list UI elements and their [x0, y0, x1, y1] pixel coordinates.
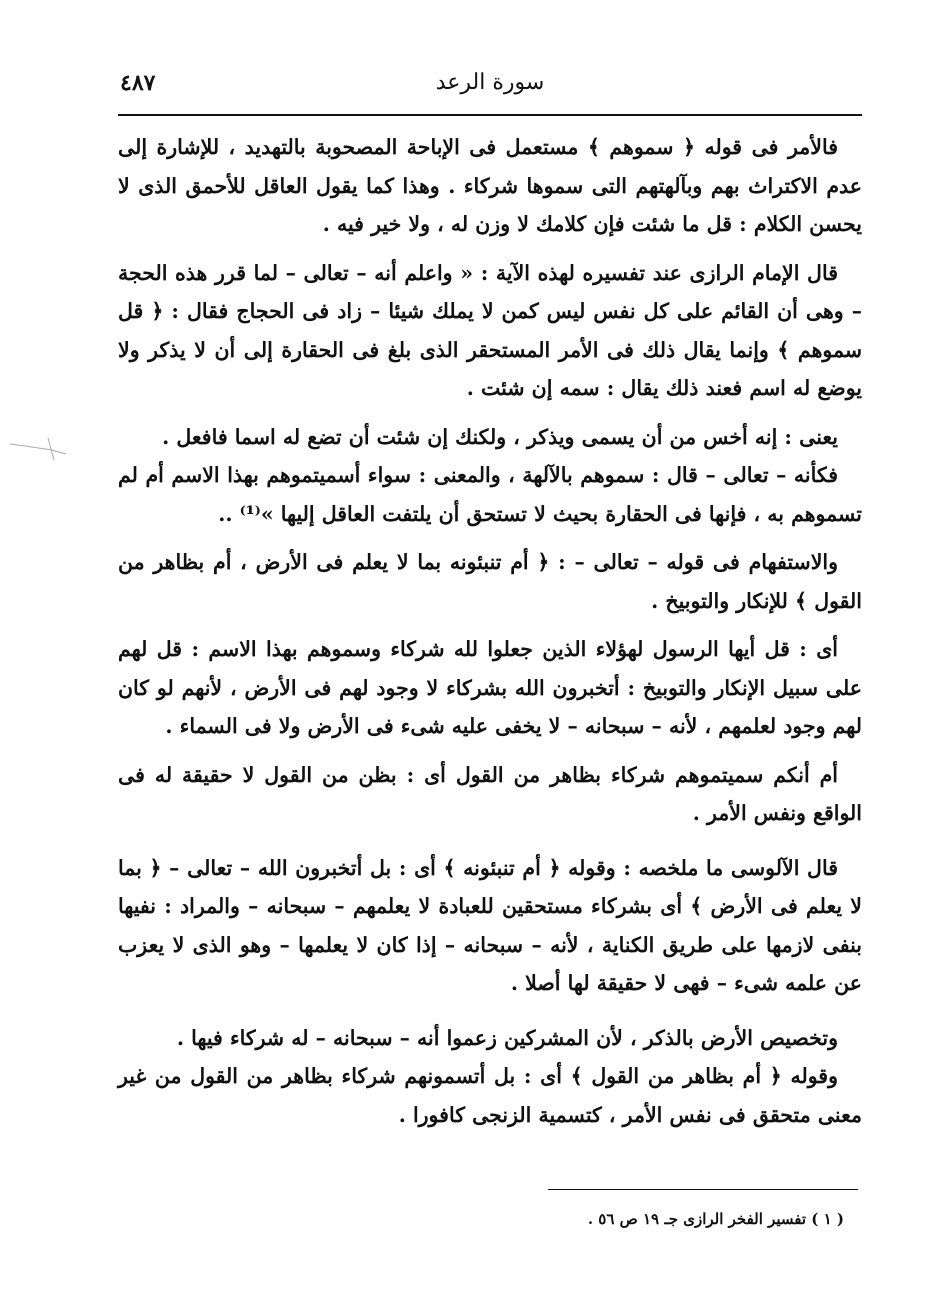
paragraph-4: فكأنه – تعالى – قال : سموهم بالآلهة ، والمعنى : سواء أسميتموهم بهذا الاسم أم لم تسموهم به ، فإنها فى الحقارة بحيث لا تستحق أن يلتفت العاقل إليها »⁽¹⁾ ..	[118, 463, 862, 526]
footnote: ( ١ ) تفسير الفخر الرازى جـ ١٩ ص ٥٦ .	[587, 1210, 844, 1228]
paragraph-5: والاستفهام فى قوله – تعالى – : ﴿ أم تنبئونه بما لا يعلم فى الأرض ، أم بظاهر من القول ﴾ للإنكار والتوبيخ .	[118, 550, 862, 613]
paragraph-8: قال الآلوسى ما ملخصه : وقوله ﴿ أم تنبئونه ﴾ أى : بل أتخبرون الله – تعالى – ﴿ بما لا يعلم فى الأرض ﴾ أى بشركاء مستحقين للعبادة لا يعلمهم – سبحانه – والمراد : نفيها بنفى لازمها على طريق الكناية ، لأنه – سبحانه – إذا كان لا يعلمها – وهو الذى لا يعزب عن علمه شىء – فهى لا حقيقة لها أصلا .	[118, 855, 862, 995]
paragraph-3: يعنى : إنه أخس من أن يسمى ويذكر ، ولكنك إن شئت أن تضع له اسما فافعل .	[162, 424, 838, 449]
header-divider	[118, 114, 862, 116]
margin-pencil-mark	[8, 430, 68, 470]
page-number: ٤٨٧	[120, 70, 156, 96]
paragraph-2: قال الإمام الرازى عند تفسيره لهذه الآية : « واعلم أنه – تعالى – لما قرر هذه الحجة – وهى أن القائم على كل نفس ليس كمن لا يملك شيئا – زاد فى الحجاج فقال : ﴿ قل سموهم ﴾ وإنما يقال ذلك فى الأمر المستحقر الذى بلغ فى الحقارة إلى أن لا يذكر ولا يوضع له اسم فعند ذلك يقال : سمه إن شئت .	[118, 260, 862, 400]
paragraph-7: أم أنكم سميتموهم شركاء بظاهر من القول أى : بظن من القول لا حقيقة له فى الواقع ونفس الأمر .	[118, 762, 862, 825]
main-text	[118, 128, 862, 1134]
paragraph-1: فالأمر فى قوله ﴿ سموهم ﴾ مستعمل فى الإباحة المصحوبة بالتهديد ، للإشارة إلى عدم الاكتراث بهم وبآلهتهم التى سموها شركاء . وهذا كما يقول العاقل للأحمق الذى لا يحسن الكلام : قل ما شئت فإن كلامك لا وزن له ، ولا خير فيه .	[118, 135, 862, 236]
paragraph-9: وتخصيص الأرض بالذكر ، لأن المشركين زعموا أنه – سبحانه – له شركاء فيها .	[176, 1025, 838, 1050]
surah-title: سورة الرعد	[435, 70, 545, 95]
footnote-divider	[548, 1189, 858, 1190]
page-header	[120, 70, 860, 110]
paragraph-6: أى : قل أيها الرسول لهؤلاء الذين جعلوا لله شركاء وسموهم بهذا الاسم : قل لهم على سبيل الإنكار والتوبيخ : أتخبرون الله بشركاء لا وجود لهم فى الأرض ، لأنهم لو كان لهم وجود لعلمهم ، لأنه – سبحانه – لا يخفى عليه شىء فى الأرض ولا فى السماء .	[118, 637, 862, 738]
paragraph-10: وقوله ﴿ أم بظاهر من القول ﴾ أى : بل أتسمونهم شركاء بظاهر من القول من غير معنى متحقق فى نفس الأمر ، كتسمية الزنجى كافورا .	[118, 1064, 862, 1127]
